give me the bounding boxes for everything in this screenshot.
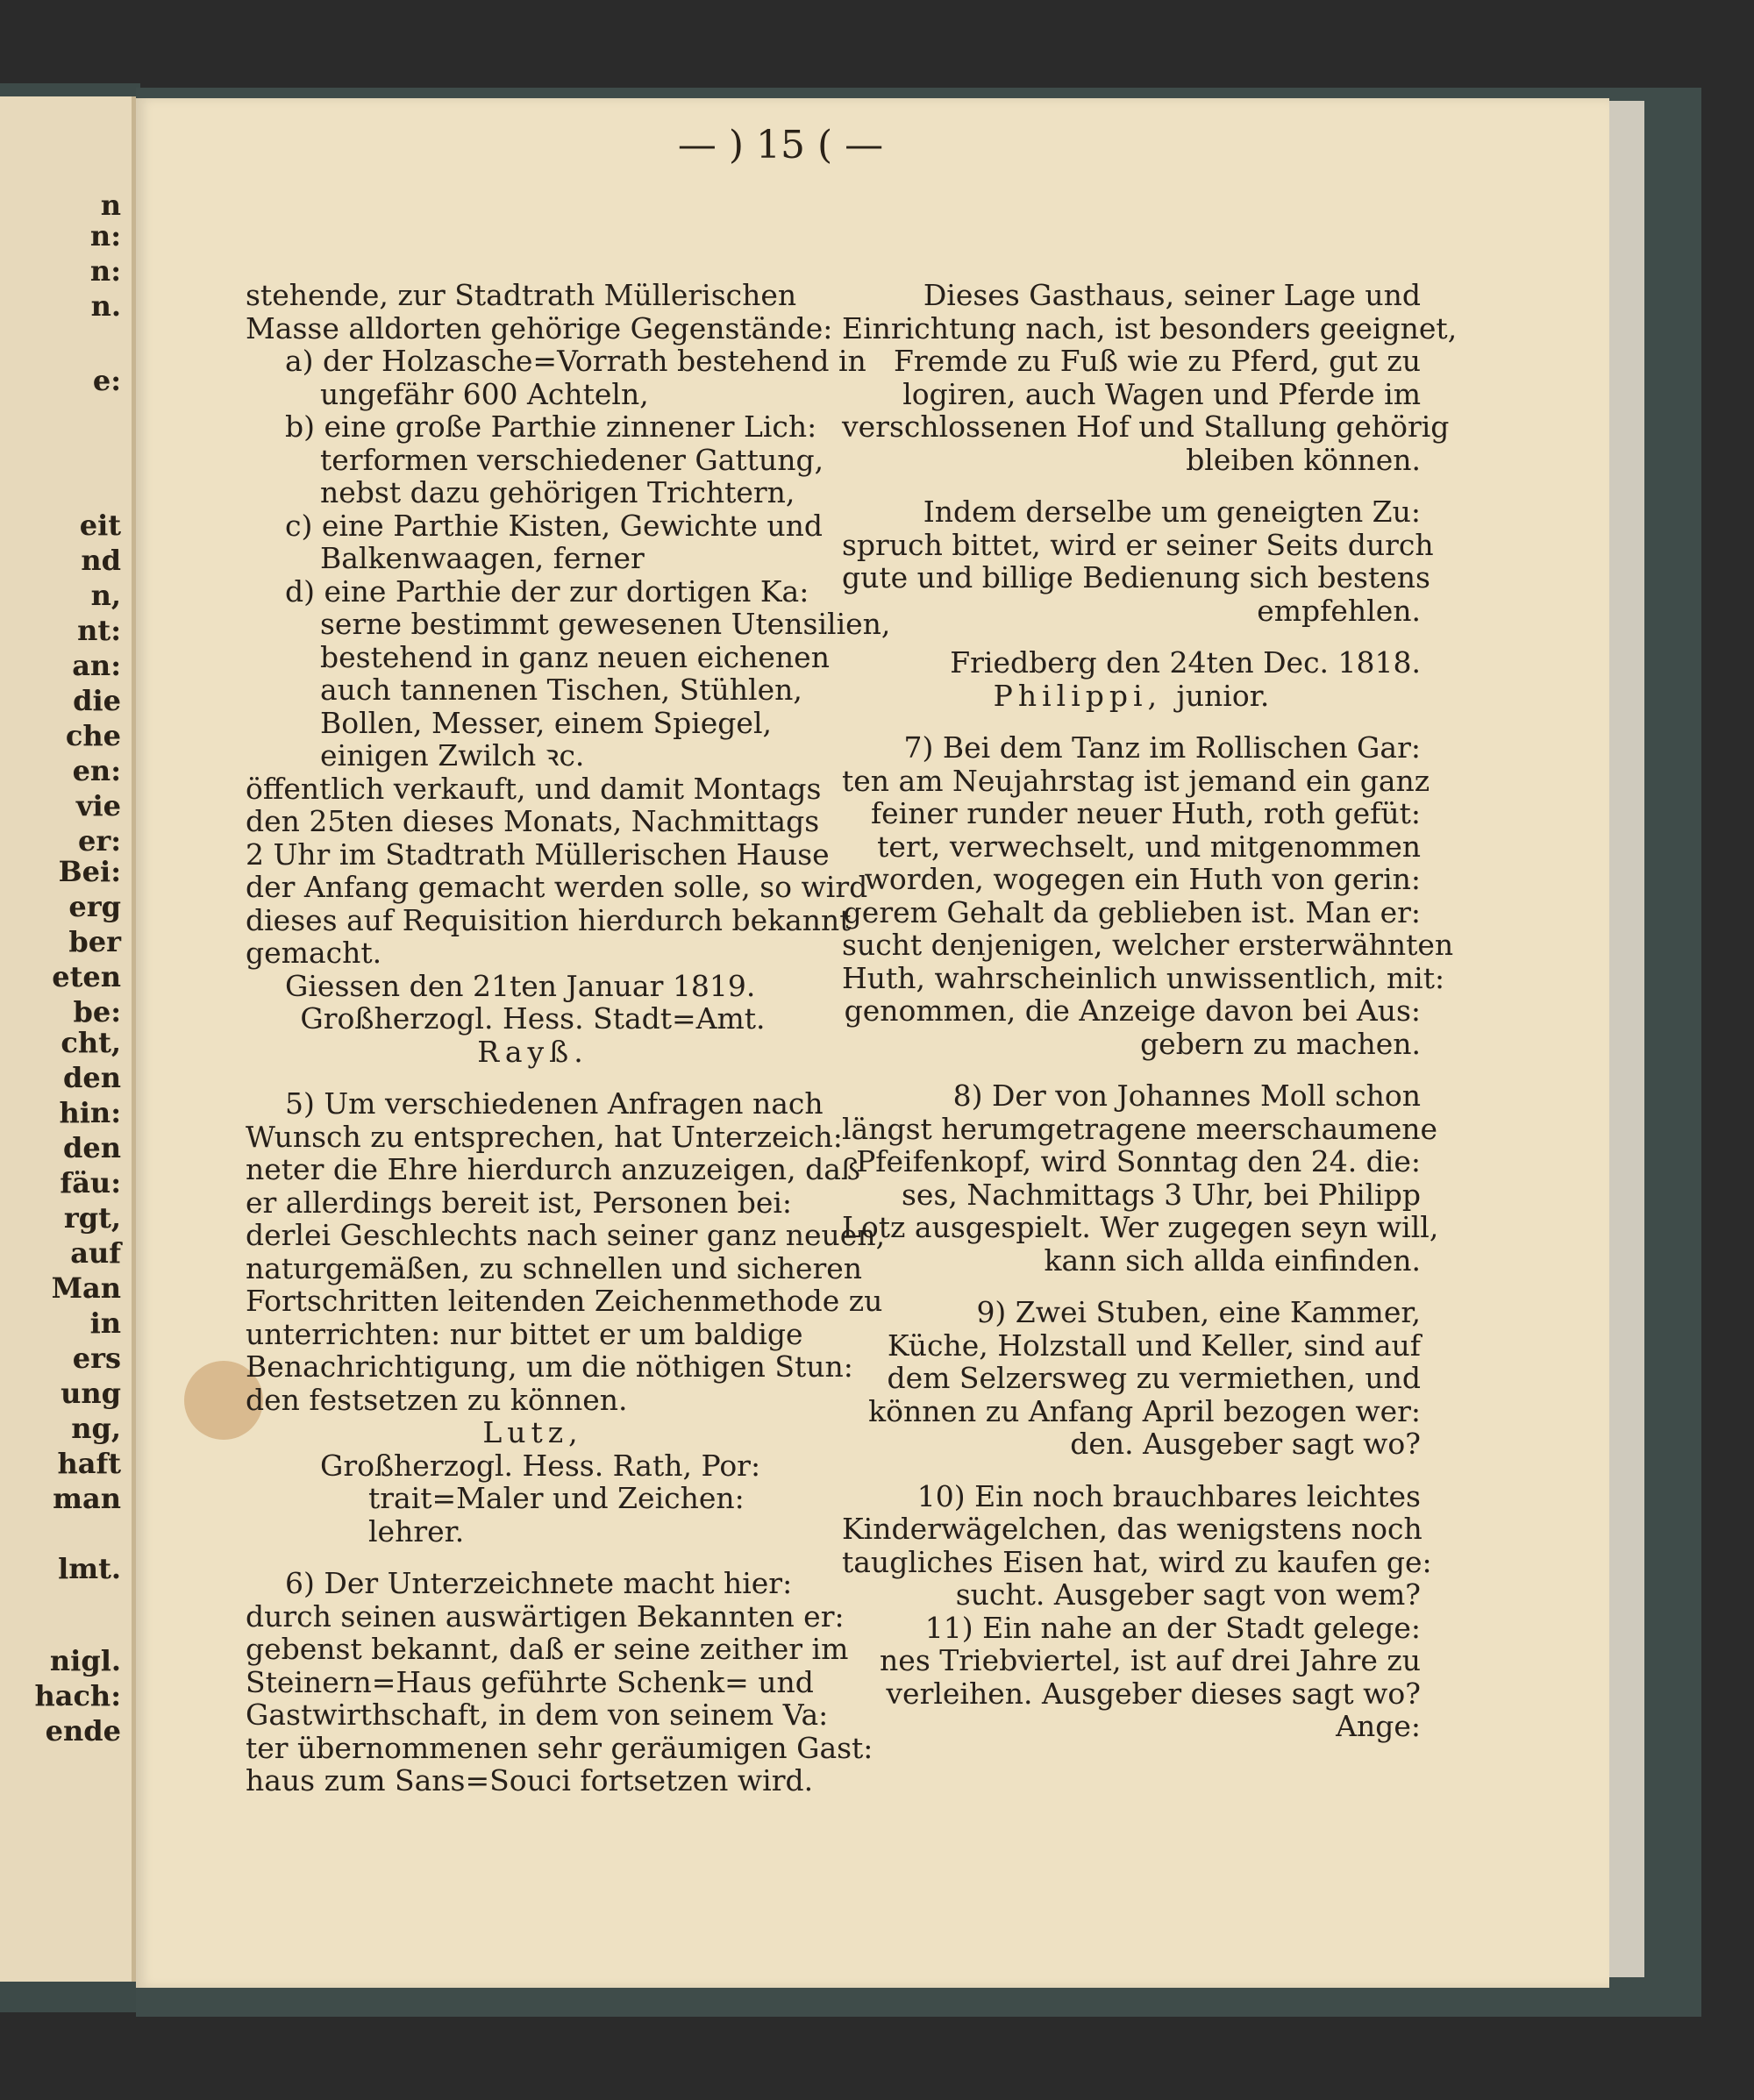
- left-page-fragment: ng,: [71, 1412, 121, 1445]
- left-column: [246, 278, 891, 1797]
- paragraph-gap: [246, 1068, 820, 1087]
- gasthaus-line: spruch bittet, wird er seiner Seits durch: [842, 527, 1434, 562]
- body-line: der Anfang gemacht werden solle, so wird: [246, 870, 868, 904]
- left-page-fragment: lmt.: [58, 1552, 121, 1585]
- paragraph-gap: [842, 712, 1421, 731]
- notice-9-line: Küche, Holzstall und Keller, sind auf: [887, 1328, 1421, 1363]
- left-page-fragment: in: [89, 1306, 121, 1340]
- left-page-fragment: nd: [81, 544, 121, 577]
- left-page-fragment: den: [63, 1131, 121, 1164]
- left-page-fragment: Man: [51, 1271, 121, 1305]
- gasthaus-line: Fremde zu Fuß wie zu Pferd, gut zu: [894, 344, 1421, 378]
- left-page-fragment: e:: [92, 364, 121, 397]
- notice-9-line: können zu Anfang April bezogen wer:: [868, 1393, 1421, 1428]
- page-number: — ) 15 ( —: [677, 123, 884, 167]
- notice-7-line: 7) Bei dem Tanz im Rollischen Gar:: [903, 730, 1421, 765]
- list-item-line: d) eine Parthie der zur dortigen Ka:: [285, 573, 809, 609]
- list-item-line: Balkenwaagen, ferner: [320, 541, 645, 575]
- left-page-fragment: ende: [45, 1714, 121, 1748]
- paragraph-gap: [842, 1461, 1421, 1480]
- office-line: Großherzogl. Hess. Stadt=Amt.: [300, 1001, 766, 1036]
- left-page-fragment: den: [63, 1061, 121, 1094]
- left-page-fragment: fäu:: [60, 1166, 121, 1199]
- left-page-fragment: ung: [61, 1377, 121, 1410]
- notice-5-line: naturgemäßen, zu schnellen und sicheren: [246, 1250, 863, 1285]
- left-page-fragment: be:: [73, 995, 121, 1029]
- notice-9-line: 9) Zwei Stuben, eine Kammer,: [976, 1295, 1421, 1329]
- notice-7-line: worden, wogegen ein Huth von gerin:: [864, 862, 1421, 896]
- left-page-fragment: haft: [57, 1447, 121, 1480]
- notice-6-line: gebenst bekannt, daß er seine zeither im: [246, 1632, 849, 1666]
- left-page-fragment: nt:: [77, 614, 121, 647]
- left-page-fragment: n:: [89, 219, 121, 253]
- notice-10-line: sucht. Ausgeber sagt von wem?: [955, 1577, 1421, 1612]
- left-page-fragment: die: [73, 684, 121, 717]
- body-line: 2 Uhr im Stadtrath Müllerischen Hause: [246, 836, 830, 872]
- left-page-fragment: hin:: [59, 1096, 121, 1129]
- gasthaus-line: bleiben können.: [1186, 442, 1421, 477]
- left-page-fragment: Bei:: [58, 855, 121, 888]
- notice-5-line: den festsetzen zu können.: [246, 1382, 628, 1417]
- signer-name: Rayß.: [477, 1034, 588, 1069]
- notice-5-line: Fortschritten leitenden Zeichenmethode zu: [246, 1284, 883, 1318]
- notice-7-line: ten am Neujahrstag ist jemand ein ganz: [842, 763, 1430, 798]
- gasthaus-line: gute und billige Bedienung sich bestens: [842, 560, 1430, 594]
- notice-6-line: durch seinen auswärtigen Bekannten er:: [246, 1598, 845, 1634]
- notice-7-line: sucht denjenigen, welcher ersterwähnten: [842, 928, 1454, 962]
- catchword: Ange:: [1336, 1709, 1421, 1743]
- left-page-fragment: erg: [68, 890, 121, 923]
- list-item-line: einigen Zwilch ꝛc.: [320, 738, 585, 772]
- notice-5-line: Benachrichtigung, um die nöthigen Stun:: [246, 1349, 853, 1384]
- paragraph-gap: [246, 1548, 820, 1567]
- left-page-fragment: er:: [77, 824, 121, 858]
- notice-10-line: taugliches Eisen hat, wird zu kaufen ge:: [842, 1544, 1432, 1579]
- left-page-fragment: en:: [72, 754, 121, 787]
- notice-5-line: 5) Um verschiedenen Anfragen nach: [285, 1086, 824, 1121]
- left-page-fragment: n,: [90, 579, 121, 612]
- notice-8-line: ses, Nachmittags 3 Uhr, bei Philipp: [901, 1177, 1421, 1212]
- left-page-fragment: auf: [70, 1236, 121, 1270]
- signer-title-line: Großherzogl. Hess. Rath, Por:: [320, 1448, 761, 1483]
- left-page-fragment: che: [65, 719, 121, 752]
- list-item-line: a) der Holzasche=Vorrath bestehend in: [285, 344, 866, 378]
- notice-8-line: Lotz ausgespielt. Wer zugegen seyn will,: [842, 1210, 1439, 1244]
- page-stack-edge: [1605, 101, 1644, 1977]
- notice-6-line: haus zum Sans=Souci fortsetzen wird.: [246, 1763, 814, 1797]
- notice-11-line: nes Triebviertel, ist auf drei Jahre zu: [880, 1643, 1421, 1677]
- signer-title-line: trait=Maler und Zeichen:: [368, 1481, 745, 1515]
- notice-7-line: gebern zu machen.: [1140, 1026, 1421, 1061]
- left-page-fragment: ers: [72, 1342, 121, 1375]
- right-column: [842, 278, 1458, 1743]
- paragraph-gap: [842, 627, 1421, 646]
- notice-10-line: 10) Ein noch brauchbares leichtes: [916, 1478, 1421, 1513]
- notice-8-line: kann sich allda einfinden.: [1044, 1242, 1421, 1278]
- left-page-fragment: man: [53, 1482, 121, 1515]
- signer-suffix: junior.: [1176, 678, 1270, 713]
- list-item-line: bestehend in ganz neuen eichenen: [320, 639, 830, 674]
- list-item-line: Bollen, Messer, einem Spiegel,: [320, 705, 772, 740]
- left-page-fragment: ber: [68, 925, 121, 958]
- notice-8-line: Pfeifenkopf, wird Sonntag den 24. die:: [856, 1144, 1421, 1178]
- notice-7-line: Huth, wahrscheinlich unwissentlich, mit:: [842, 960, 1445, 995]
- left-page-fragment: an:: [72, 649, 121, 682]
- left-page-fragment: nigl.: [49, 1644, 121, 1677]
- gasthaus-line: Einrichtung nach, ist besonders geeignet,: [842, 310, 1458, 345]
- left-page-fragment: hach:: [34, 1679, 121, 1712]
- paragraph-gap: [842, 476, 1421, 495]
- gasthaus-line: empfehlen.: [1257, 593, 1421, 628]
- body-line: den 25ten dieses Monats, Nachmittags: [246, 804, 820, 838]
- left-page-fragment: eten: [52, 960, 121, 993]
- notice-11-line: verleihen. Ausgeber dieses sagt wo?: [886, 1676, 1421, 1711]
- notice-6-line: 6) Der Unterzeichnete macht hier:: [285, 1566, 793, 1600]
- date-line: Friedberg den 24ten Dec. 1818.: [950, 645, 1421, 680]
- list-item-line: auch tannenen Tischen, Stühlen,: [320, 673, 802, 707]
- list-item-line: c) eine Parthie Kisten, Gewichte und: [285, 508, 823, 543]
- list-item-line: nebst dazu gehörigen Trichtern,: [320, 475, 795, 509]
- paragraph-gap: [842, 1060, 1421, 1079]
- gasthaus-line: Dieses Gasthaus, seiner Lage und: [923, 278, 1421, 312]
- gasthaus-line: Indem derselbe um geneigten Zu:: [923, 495, 1421, 529]
- notice-5-line: er allerdings bereit ist, Personen bei:: [246, 1185, 793, 1220]
- intro-line: stehende, zur Stadtrath Müllerischen: [246, 278, 797, 312]
- notice-10-line: Kinderwägelchen, das wenigstens noch: [842, 1512, 1422, 1546]
- notice-5-line: unterrichten: nur bittet er um baldige: [246, 1316, 803, 1351]
- signer-line: [842, 680, 1421, 713]
- intro-line: Masse alldorten gehörige Gegenstände:: [246, 310, 833, 345]
- signer-name: Philippi,: [993, 678, 1177, 713]
- notice-7-line: gerem Gehalt da geblieben ist. Man er:: [843, 894, 1421, 929]
- notice-9-line: dem Selzersweg zu vermiethen, und: [887, 1361, 1421, 1395]
- notice-7-line: feiner runder neuer Huth, roth gefüt:: [870, 796, 1421, 830]
- notice-7-line: genommen, die Anzeige davon bei Aus:: [844, 993, 1421, 1028]
- left-page-fragment: n: [100, 189, 121, 222]
- body-line: öffentlich verkauft, und damit Montags: [246, 771, 822, 806]
- signer-title-line: lehrer.: [368, 1513, 465, 1548]
- notice-9-line: den. Ausgeber sagt wo?: [1070, 1427, 1421, 1461]
- notice-6-line: Steinern=Haus geführte Schenk= und: [246, 1664, 814, 1699]
- left-page-fragment: n:: [89, 254, 121, 288]
- notice-5-line: Wunsch zu entsprechen, hat Unterzeich:: [246, 1119, 843, 1154]
- notice-7-line: tert, verwechselt, und mitgenommen: [877, 829, 1421, 864]
- paragraph-gap: [842, 1277, 1421, 1296]
- notice-6-line: ter übernommenen sehr geräumigen Gast:: [246, 1730, 873, 1765]
- gasthaus-line: logiren, auch Wagen und Pferde im: [902, 376, 1421, 411]
- list-item-line: b) eine große Parthie zinnener Lich:: [285, 409, 817, 444]
- left-page-fragment: vie: [75, 789, 121, 822]
- notice-8-line: 8) Der von Johannes Moll schon: [952, 1078, 1421, 1113]
- left-page-fragment: rgt,: [63, 1201, 121, 1235]
- notice-6-line: Gastwirthschaft, in dem von seinem Va:: [246, 1698, 829, 1732]
- notice-5-line: neter die Ehre hierdurch anzuzeigen, daß: [246, 1152, 860, 1186]
- list-item-line: serne bestimmt gewesenen Utensilien,: [320, 607, 891, 641]
- date-line: Giessen den 21ten Januar 1819.: [285, 968, 756, 1003]
- left-page-edge: [0, 96, 132, 1982]
- gasthaus-line: verschlossenen Hof und Stallung gehörig: [842, 409, 1450, 444]
- left-page-fragment: cht,: [61, 1026, 121, 1059]
- body-line: dieses auf Requisition hierdurch bekannt: [246, 902, 852, 937]
- left-page-fragment: n.: [90, 289, 121, 323]
- list-item-line: ungefähr 600 Achteln,: [320, 376, 649, 411]
- notice-8-line: längst herumgetragene meerschaumene: [842, 1111, 1438, 1146]
- list-item-line: terformen verschiedener Gattung,: [320, 442, 824, 477]
- notice-5-line: derlei Geschlechts nach seiner ganz neuen,: [246, 1218, 886, 1252]
- body-line: gemacht.: [246, 936, 382, 970]
- notice-11-line: 11) Ein nahe an der Stadt gelege:: [924, 1610, 1421, 1645]
- left-page-fragment: eit: [79, 509, 121, 542]
- signer-name: Lutz,: [482, 1415, 583, 1449]
